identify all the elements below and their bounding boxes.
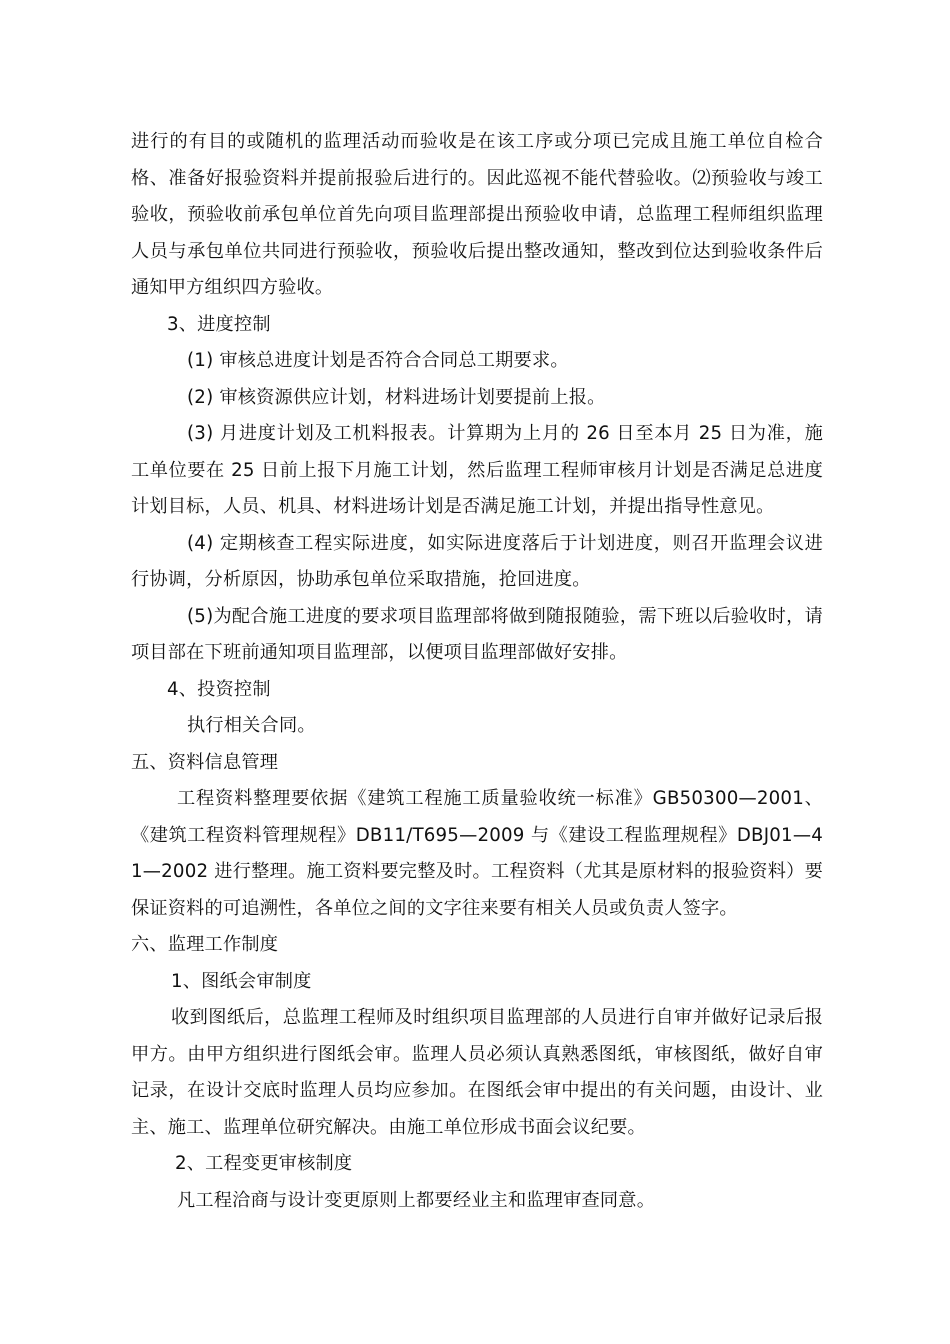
list-item-schedule-5: (5)为配合施工进度的要求项目监理部将做到随报随验，需下班以后验收时，请项目部在下班前通知项目监理部，以便项目监理部做好安排。 bbox=[131, 605, 823, 663]
heading-information-management: 五、资料信息管理 bbox=[131, 751, 279, 773]
heading-investment-control: 4、投资控制 bbox=[167, 678, 271, 700]
list-item-schedule-3: (3) 月进度计划及工机料报表。计算期为上月的 26 日至本月 25 日为准，施工单位要在 25 日前上报下月施工计划，然后监理工程师审核月计划是否满足总进度计划目标，人员、机具、材料进场计划是否满足施工计划，并提出指导性意见。 bbox=[131, 423, 823, 517]
paragraph-inspection-acceptance: 进行的有目的或随机的监理活动而验收是在该工序或分项已完成且施工单位自检合格、准备好报验资料并提前报验后进行的。因此巡视不能代替验收。⑵预验收与竣工验收，预验收前承包单位首先向项目监理部提出预验收申请，总监理工程师组织监理人员与承包单位共同进行预验收，预验收后提出整改通知，整改到位达到验收条件后通知甲方组织四方验收。 bbox=[131, 131, 823, 298]
document-body bbox=[131, 124, 823, 1219]
paragraph-drawing-review: 收到图纸后，总监理工程师及时组织项目监理部的人员进行自审并做好记录后报甲方。由甲方组织进行图纸会审。监理人员必须认真熟悉图纸，审核图纸，做好自审记录，在设计交底时监理人员均应参加。在图纸会审中提出的有关问题，由设计、业主、施工、监理单位研究解决。由施工单位形成书面会议纪要。 bbox=[131, 1007, 823, 1138]
paragraph-change-review: 凡工程洽商与设计变更原则上都要经业主和监理审查同意。 bbox=[177, 1189, 656, 1211]
paragraph-information-management: 工程资料整理要依据《建筑工程施工质量验收统一标准》GB50300—2001、《建筑工程资料管理规程》DB11/T695—2009 与《建设工程监理规程》DBJ01—41—2002 进行整理。施工资料要完整及时。工程资料（尤其是原材料的报验资料）要保证资料的可追溯性，各单位之间的文字往来要有相关人员或负责人签字。 bbox=[131, 788, 823, 919]
heading-work-rules: 六、监理工作制度 bbox=[131, 934, 279, 955]
paragraph-investment-control: 执行相关合同。 bbox=[187, 715, 316, 736]
list-item-schedule-4: (4) 定期核查工程实际进度，如实际进度落后于计划进度，则召开监理会议进行协调，分析原因，协助承包单位采取措施，抢回进度。 bbox=[131, 532, 823, 590]
heading-schedule-control: 3、进度控制 bbox=[167, 313, 271, 335]
list-item-schedule-2: (2) 审核资源供应计划，材料进场计划要提前上报。 bbox=[187, 386, 606, 408]
list-item-schedule-1: (1) 审核总进度计划是否符合合同总工期要求。 bbox=[187, 350, 569, 371]
heading-drawing-review: 1、图纸会审制度 bbox=[171, 970, 312, 992]
heading-change-review: 2、工程变更审核制度 bbox=[175, 1153, 353, 1174]
